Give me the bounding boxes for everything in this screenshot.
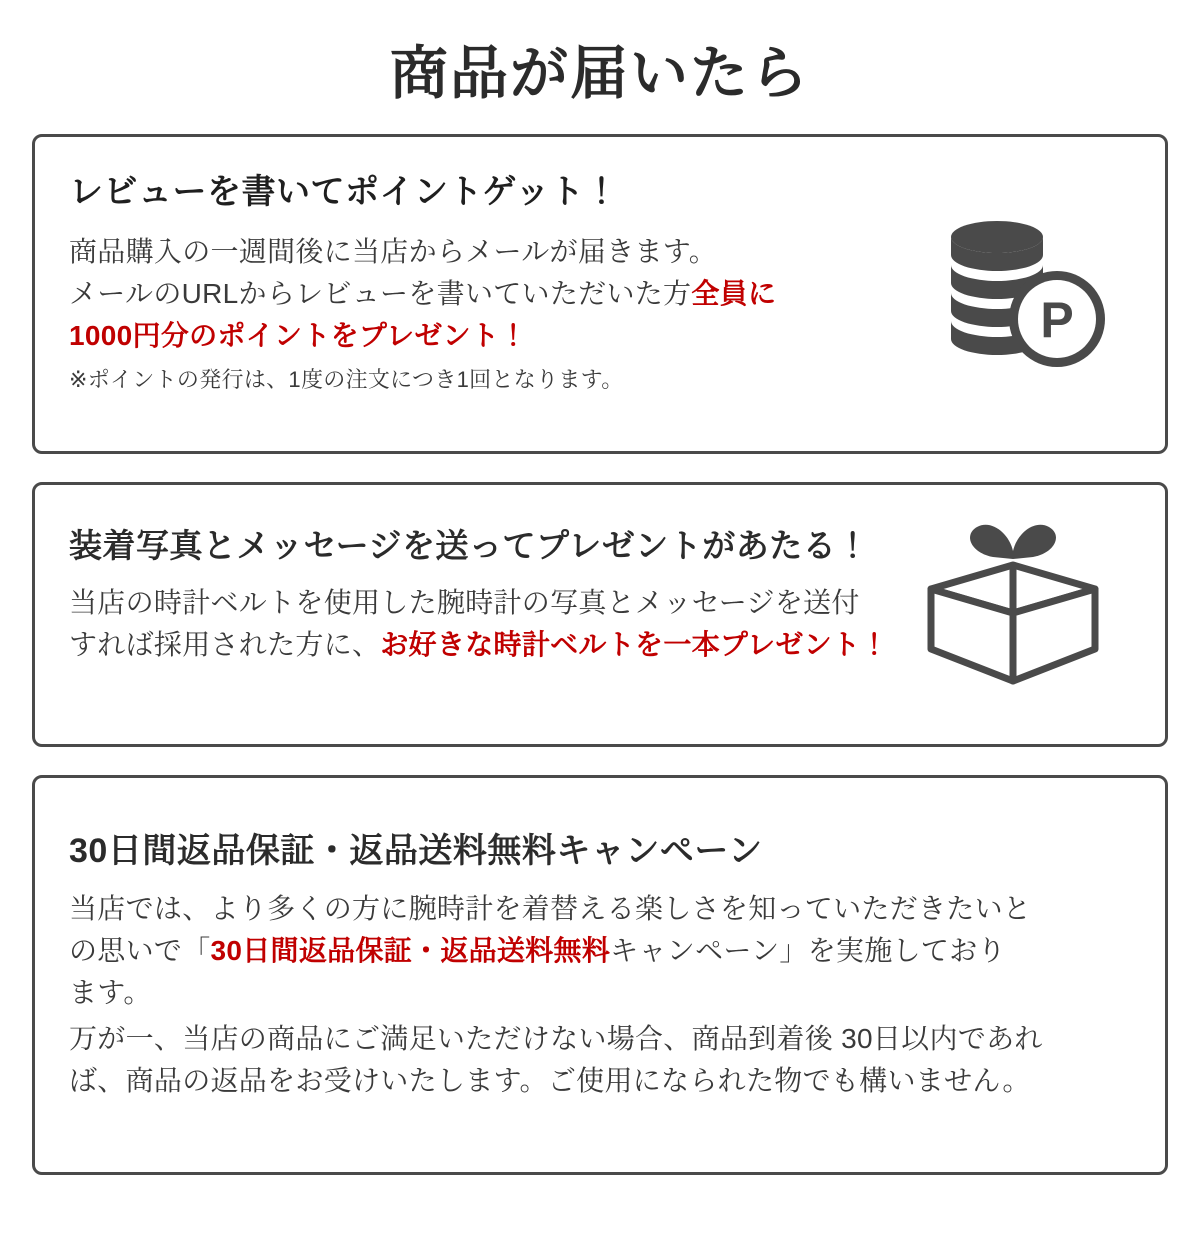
text-segment: 商品購入の一週間後に当店からメールが届きます。 [69,236,718,268]
body-line [69,231,899,273]
card-heading: 30日間返品保証・返品送料無料キャンペーン [69,831,763,870]
text-segment: ます。 [69,977,152,1009]
body-line [69,1018,1129,1060]
page-root [0,42,1200,1242]
coins-icon [931,215,1111,380]
card-heading: レビューを書いてポイントゲット！ [69,172,619,211]
body-line [69,1060,1129,1102]
card-body [69,888,1129,1102]
card-body [69,231,899,357]
body-line [69,888,1129,930]
text-segment: 万が一、当店の商品にご満足いただけない場合、商品到着後 30日以内であれ [69,1023,1043,1055]
card-review-points [32,134,1168,454]
card-body [69,582,969,666]
text-segment: キャンペーン」を実施しており [610,935,1006,967]
body-line [69,582,969,624]
text-segment: ば、商品の返品をお受けいたします。ご使用になられた物でも構いません。 [69,1065,1031,1097]
text-segment-accent: お好きな時計ベルトを一本プレゼント！ [380,629,889,661]
card-return-guarantee [32,775,1168,1175]
svg-text:P: P [1040,291,1074,348]
text-segment: の思いで「 [69,935,211,967]
text-segment: 当店では、より多くの方に腕時計を着替える楽しさを知っていただきたいと [69,893,1032,925]
text-segment: すれば採用された方に、 [69,629,381,661]
body-line [69,972,1129,1014]
body-line [69,624,969,666]
text-segment: メールのURLからレビューを書いていただいた方 [69,278,692,310]
body-line [69,315,899,357]
body-line [69,273,899,315]
card-note: ※ポイントの発行は、1度の注文につき1回となります。 [69,367,624,393]
card-photo-message-gift [32,482,1168,747]
text-segment-accent: 30日間返品保証・返品送料無料 [210,935,611,967]
gift-box-icon [913,509,1113,709]
text-segment-accent: 1000円分のポイントをプレゼント！ [69,320,528,352]
text-segment: 当店の時計ベルトを使用した腕時計の写真とメッセージを送付 [69,587,860,619]
page-title: 商品が届いたら [389,41,810,106]
body-line [69,930,1129,972]
text-segment-accent: 全員に [691,278,777,310]
card-heading: 装着写真とメッセージを送ってプレゼントがあたる！ [69,526,870,564]
